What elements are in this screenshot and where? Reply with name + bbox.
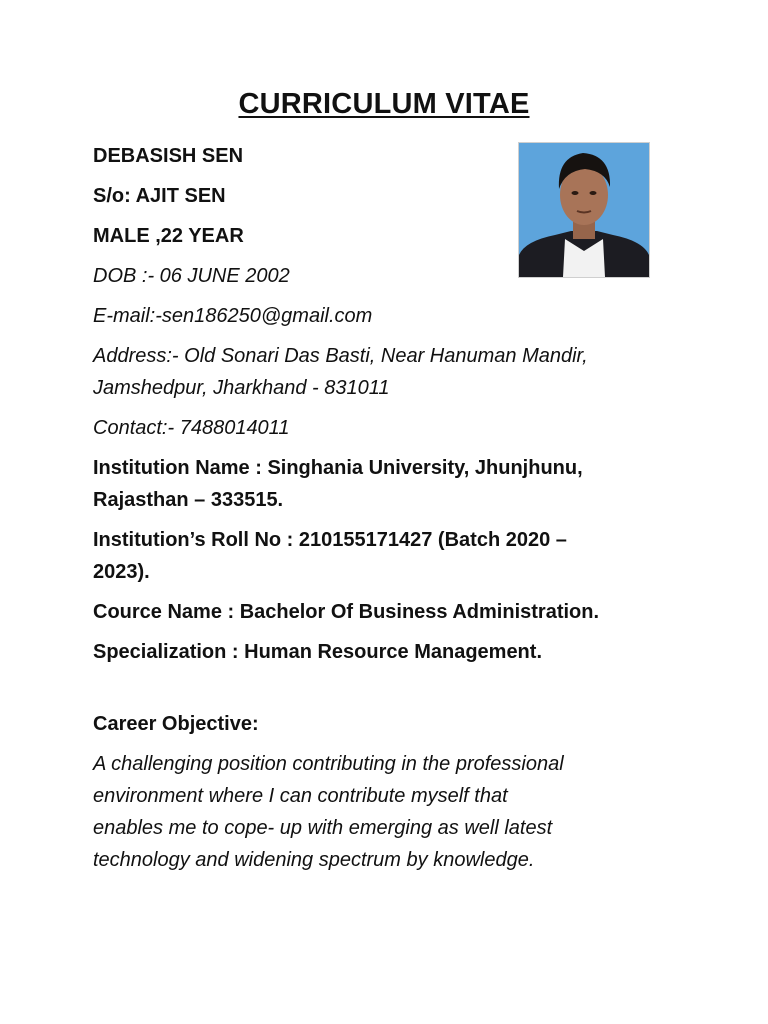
- career-objective-line-1: A challenging position contributing in the professional: [93, 753, 564, 775]
- email-address: E-mail:-sen186250@gmail.com: [93, 305, 373, 327]
- parent-name: S/o: AJIT SEN: [93, 185, 226, 207]
- institution-line-2: Rajasthan – 333515.: [93, 489, 284, 511]
- address-line-2: Jamshedpur, Jharkhand - 831011: [93, 377, 390, 399]
- institution-line-1: Institution Name : Singhania University, Jhunjhunu,: [93, 457, 583, 479]
- address-line-1: Address:- Old Sonari Das Basti, Near Hanuman Mandir,: [93, 345, 588, 367]
- career-objective-heading: Career Objective:: [93, 713, 259, 735]
- career-objective-line-3: enables me to cope- up with emerging as well latest: [93, 817, 553, 839]
- roll-number-line-2: 2023).: [93, 561, 150, 583]
- candidate-name: DEBASISH SEN: [93, 145, 244, 167]
- cv-content: [93, 140, 673, 876]
- career-objective-line-2: environment where I can contribute myself that: [93, 785, 508, 807]
- course-name: Cource Name : Bachelor Of Business Administration.: [93, 601, 600, 623]
- career-objective-line-4: technology and widening spectrum by knowledge.: [93, 849, 535, 871]
- roll-number-line-1: Institution’s Roll No : 210155171427 (Batch 2020 –: [93, 529, 567, 551]
- gender-age: MALE ,22 YEAR: [93, 225, 244, 247]
- page-title: CURRICULUM VITAE: [238, 88, 530, 120]
- specialization: Specialization : Human Resource Management.: [93, 641, 542, 663]
- date-of-birth: DOB :- 06 JUNE 2002: [93, 265, 290, 287]
- contact-number: Contact:- 7488014011: [93, 417, 290, 439]
